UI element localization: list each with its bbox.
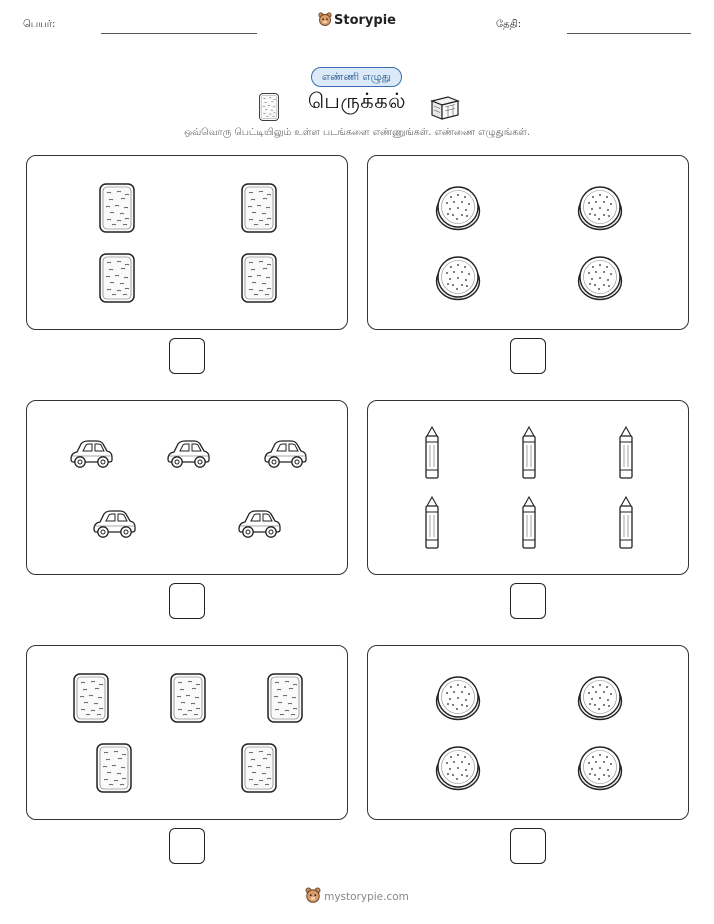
date-write-line[interactable] xyxy=(567,33,691,34)
cracker-icon xyxy=(96,743,132,793)
instruction-text: ஒவ்வொரு பெட்டியிலும் உள்ள படங்களை எண்ணுங்கள். எண்ணை எழுதுங்கள். xyxy=(184,127,530,138)
count-panel-2 xyxy=(367,155,689,330)
name-write-line[interactable] xyxy=(101,33,257,34)
cracker-icon xyxy=(99,253,135,303)
cracker-icon xyxy=(99,183,135,233)
answer-box-3[interactable] xyxy=(169,583,205,619)
answer-box-5[interactable] xyxy=(169,828,205,864)
storypie-mascot-icon xyxy=(318,12,332,27)
cracker-icon xyxy=(170,673,206,723)
name-label: பெயர்: xyxy=(23,19,56,30)
count-panel-1 xyxy=(26,155,348,330)
cracker-icon xyxy=(267,673,303,723)
answer-box-4[interactable] xyxy=(510,583,546,619)
car-icon xyxy=(68,437,114,469)
page-title: பெருக்கல் xyxy=(307,89,407,113)
crayon-icon xyxy=(424,496,440,550)
crayon-icon xyxy=(521,426,537,480)
cookie-icon xyxy=(577,745,623,791)
crayon-icon xyxy=(424,426,440,480)
cookie-icon xyxy=(577,185,623,231)
crayon-icon xyxy=(618,496,634,550)
footer-url: mystorypie.com xyxy=(324,891,409,903)
cookie-icon xyxy=(435,745,481,791)
worksheet-type-badge: எண்ணி எழுது xyxy=(311,67,402,87)
count-panel-3 xyxy=(26,400,348,575)
cracker-icon xyxy=(241,183,277,233)
crayon-icon xyxy=(521,496,537,550)
cookie-icon xyxy=(435,185,481,231)
brand-name: Storypie xyxy=(334,13,396,28)
cracker-icon xyxy=(73,673,109,723)
answer-box-1[interactable] xyxy=(169,338,205,374)
cookie-icon xyxy=(435,675,481,721)
cookie-icon xyxy=(435,255,481,301)
count-panel-5 xyxy=(26,645,348,820)
cracker-icon xyxy=(241,743,277,793)
answer-box-6[interactable] xyxy=(510,828,546,864)
footer-mascot-icon xyxy=(305,887,321,904)
answer-box-2[interactable] xyxy=(510,338,546,374)
cracker-icon xyxy=(241,253,277,303)
car-icon xyxy=(165,437,211,469)
car-icon xyxy=(91,507,137,539)
date-label: தேதி: xyxy=(496,19,522,30)
car-icon xyxy=(262,437,308,469)
cookie-icon xyxy=(577,675,623,721)
wooden-box-icon xyxy=(430,93,460,121)
brand-logo xyxy=(0,12,714,28)
car-icon xyxy=(236,507,282,539)
crayon-icon xyxy=(618,426,634,480)
footer xyxy=(0,887,714,904)
cookie-icon xyxy=(577,255,623,301)
count-panel-6 xyxy=(367,645,689,820)
count-panel-4 xyxy=(367,400,689,575)
